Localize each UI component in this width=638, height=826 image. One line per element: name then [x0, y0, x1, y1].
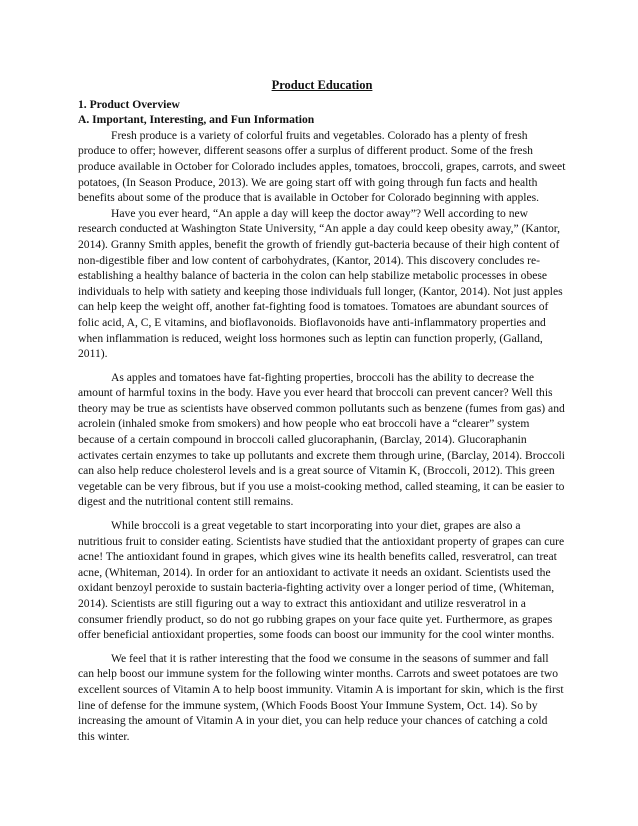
paragraph-apples-tomatoes: Have you ever heard, “An apple a day will keep the doctor away”? Well according to new research conducted at Washington State University, “An apple a day could keep obesity away,” (Kantor, 2014). Granny Smith apples, benefit the growth of friendly gut-bacteria because of their high content of non-digestible fiber and low content of carbohydrates, (Kantor, 2014). This discovery concludes re-establishing a healthy balance of bacteria in the colon can help stabilize metabolic processes in obese individuals to help with satiety and keeping those individuals full longer, (Kantor, 2014). Not just apples can help keep the weight off, another fat-fighting food is tomatoes. Tomatoes are abundant sources of folic acid, A, C, E vitamins, and bioflavonoids. Bioflavonoids have anti-inflammatory properties and when inflammation is reduced, weight loss hormones such as leptin can function properly, (Galland, 2011).: [78, 206, 563, 361]
section-heading: 1. Product Overview: [78, 97, 180, 111]
document-page: [78, 78, 566, 744]
subsection-heading: A. Important, Interesting, and Fun Information: [78, 113, 315, 127]
paragraph-immunity: We feel that it is rather interesting that the food we consume in the seasons of summer and fall can help boost our immune system for the following winter months. Carrots and sweet potatoes are two excellent sources of Vitamin A to help boost immunity. Vitamin A is important for skin, which is the first line of defense for the immune system, (Which Foods Boost Your Immune System, Oct. 14). So by increasing the amount of Vitamin A in your diet, you can help reduce your chances of catching a cold this winter.: [78, 651, 564, 743]
paragraph-fresh-produce: Fresh produce is a variety of colorful fruits and vegetables. Colorado has a plenty of fresh produce to offer; however, different seasons offer a surplus of different product. Some of the fresh produce available in October for Colorado includes apples, tomatoes, broccoli, grapes, carrots, and sweet potatoes, (In Season Produce, 2013). We are going start off with going through fun facts and health benefits about some of the produce that is available in October for Colorado beginning with apples.: [78, 128, 566, 205]
document-title: Product Education: [271, 78, 373, 92]
paragraph-broccoli: As apples and tomatoes have fat-fighting properties, broccoli has the ability to decrease the amount of harmful toxins in the body. Have you ever heard that broccoli can prevent cancer? Well this theory may be true as scientists have observed common pollutants such as benzene (fumes from gas) and acrolein (inhaled smoke from smokers) and how people who eat broccoli have a “clearer” system because of a certain compound in broccoli called glucoraphanin, (Barclay, 2014). Glucoraphanin activates certain enzymes to take up pollutants and excrete them through urine, (Barclay, 2014). Broccoli can also help reduce cholesterol levels and is a great source of Vitamin K, (Broccoli, 2012). This green vegetable can be very fibrous, but if you use a moist-cooking method, called steaming, it can be easier to digest and the nutritional content still remains.: [78, 370, 565, 509]
paragraph-grapes: While broccoli is a great vegetable to start incorporating into your diet, grapes are also a nutritious fruit to consider eating. Scientists have studied that the antioxidant property of grapes can cure acne! The antioxidant found in grapes, which gives wine its health benefits called, resveratrol, can treat acne, (Whiteman, 2014). In order for an antioxidant to activate it needs an oxidant. Scientists used the oxidant benzoyl peroxide to sustain bacteria-fighting activity over a longer period of time, (Whiteman, 2014). Scientists are still figuring out a way to extract this antioxidant and utilize resveratrol in a consumer friendly product, so do not go rubbing grapes on your face quite yet. Furthermore, as grapes offer beneficial antioxidant properties, some foods can boost our immunity for the cool winter months.: [78, 519, 565, 642]
